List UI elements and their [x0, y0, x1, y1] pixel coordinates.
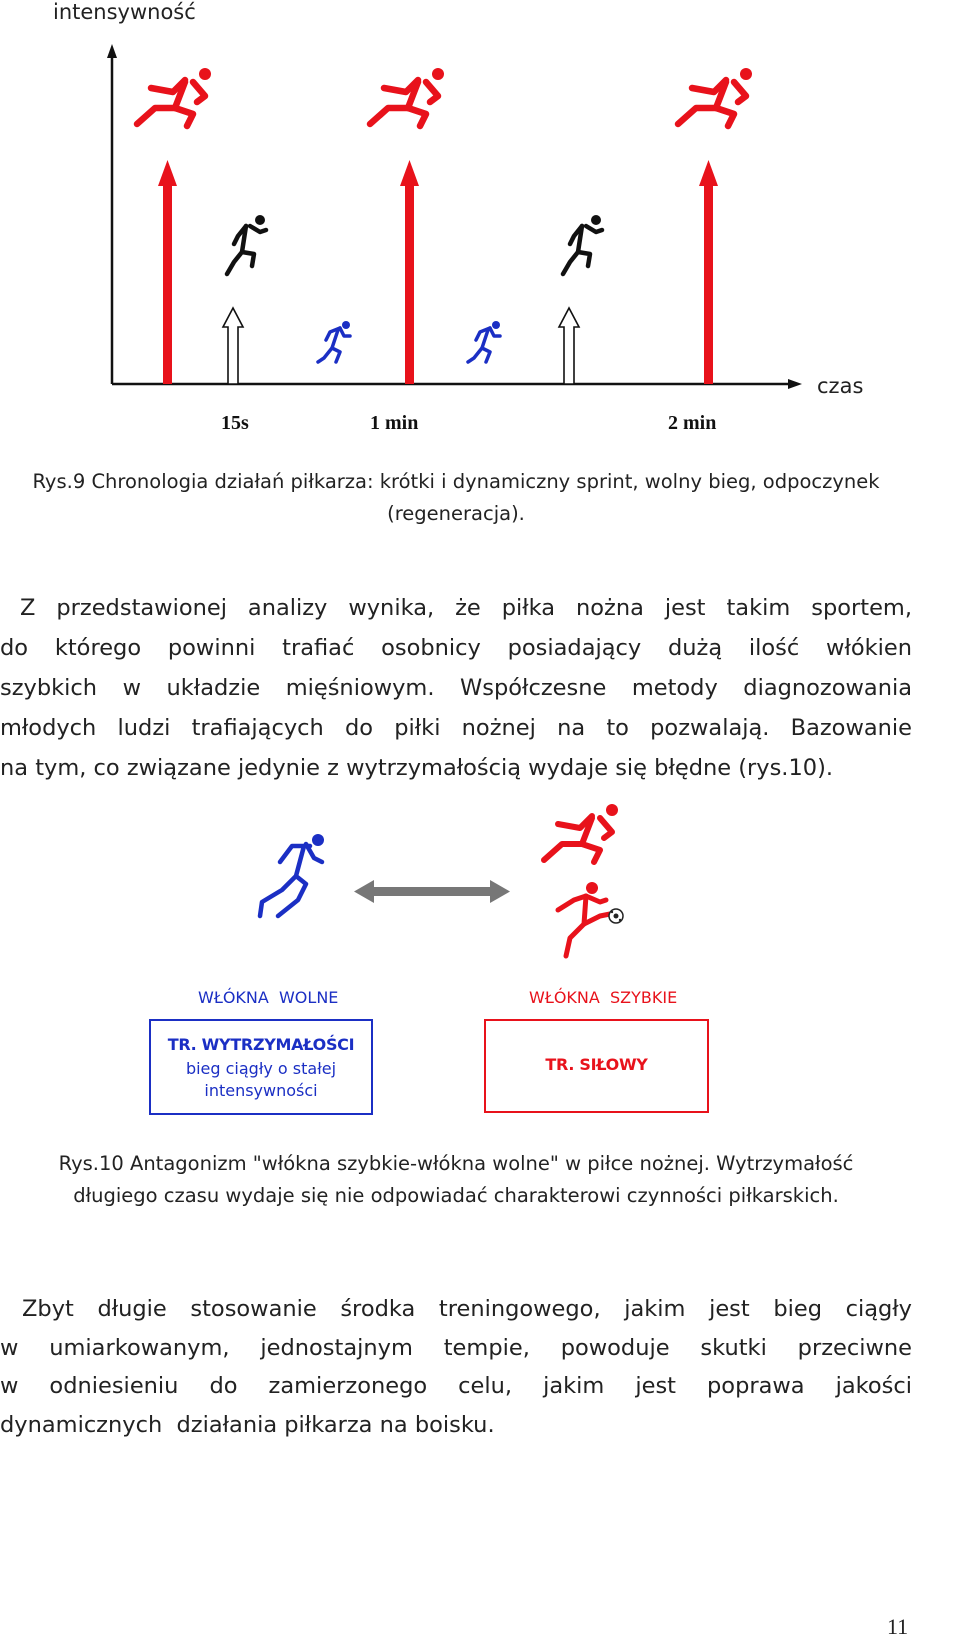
endurance-training-title: TR. WYTRZYMAŁOŚCI — [167, 1035, 355, 1054]
endurance-training-subtitle-line1: bieg ciągły o stałej — [185, 1059, 337, 1078]
fast-fibres-label: WŁÓKNA SZYBKIE — [529, 988, 678, 1007]
paragraph-2-line: dynamicznych działania piłkarza na boisku. — [0, 1411, 495, 1438]
paragraph-2-line: w odniesieniu do zamierzonego celu, jakim jest poprawa jakości — [0, 1373, 912, 1399]
soccer-ball-icon — [609, 909, 623, 923]
tick-label-2min: 2 min — [668, 412, 717, 434]
endurance-training-box — [149, 1019, 373, 1115]
footballer-icon — [558, 882, 610, 956]
x-axis-label: czas — [817, 374, 864, 398]
paragraph-1-line: Z przedstawionej analizy wynika, że piłka nożna jest takim sportem, — [20, 595, 912, 621]
figure10-caption — [0, 1148, 912, 1212]
figure10-caption-line1: Rys.10 Antagonizm "włókna szybkie-włókna wolne" w piłce nożnej. Wytrzymałość — [58, 1152, 854, 1175]
endurance-training-subtitle-line2: intensywności — [204, 1081, 318, 1100]
antagonism-double-arrow — [354, 880, 510, 903]
paragraph-1-line: na tym, co związane jedynie z wytrzymałością wydaje się błędne (rys.10). — [0, 755, 834, 781]
slow-fibres-label: WŁÓKNA WOLNE — [198, 988, 339, 1007]
paragraph-1-line: do którego powinni trafiać osobnicy posiadający dużą ilość włókien — [0, 635, 912, 661]
figure9-caption-line1: Rys.9 Chronologia działań piłkarza: krótki i dynamiczny sprint, wolny bieg, odpoczynek — [32, 470, 880, 493]
strength-training-title: TR. SIŁOWY — [545, 1055, 648, 1074]
strength-training-box — [484, 1019, 709, 1113]
paragraph-1-line: szybkich w układzie mięśniowym. Współczesne metody diagnozowania — [0, 675, 912, 701]
paragraph-1-line: młodych ludzi trafiających do piłki nożnej na to pozwalają. Bazowanie — [0, 715, 912, 741]
tick-label-15s: 15s — [221, 412, 249, 434]
tick-label-1min: 1 min — [370, 412, 419, 434]
paragraph-2-line: w umiarkowanym, jednostajnym tempie, powoduje skutki przeciwne — [0, 1334, 912, 1361]
slow-fibre-runner-icon — [260, 834, 324, 916]
figure9-caption-line2: (regeneracja). — [387, 502, 525, 525]
figure10-caption-line2: długiego czasu wydaje się nie odpowiadać charakterowi czynności piłkarskich. — [73, 1184, 839, 1207]
fast-fibre-sprinter-icon — [544, 804, 618, 862]
paragraph-2 — [0, 1290, 912, 1444]
y-axis-label: intensywność — [53, 0, 196, 24]
page-number: 11 — [887, 1614, 909, 1639]
paragraph-2-line: Zbyt długie stosowanie środka treningowego, jakim jest bieg ciągły — [22, 1296, 912, 1322]
